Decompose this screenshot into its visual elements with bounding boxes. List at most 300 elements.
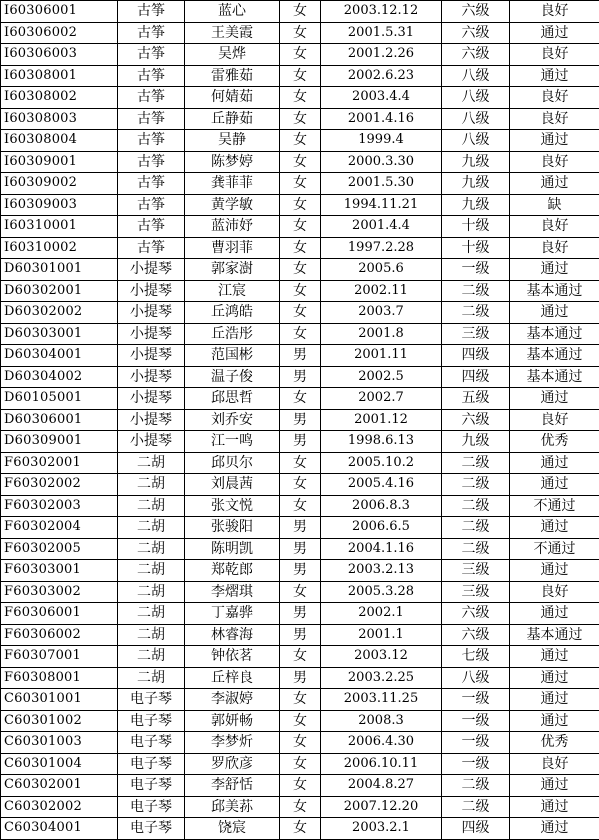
- exam-id-cell: F60308001: [1, 667, 118, 689]
- result-cell: 通过: [510, 818, 599, 840]
- birth-date-cell: 2006.10.11: [321, 753, 442, 775]
- instrument-cell: 电子琴: [118, 710, 185, 732]
- gender-cell: 女: [280, 1, 321, 23]
- grade-level-cell: 八级: [442, 108, 510, 130]
- table-row: [1, 1, 599, 23]
- birth-date-cell: 2008.3: [321, 710, 442, 732]
- name-cell: 吴烨: [185, 44, 280, 66]
- grade-level-cell: 十级: [442, 237, 510, 259]
- name-cell: 丘鸿皓: [185, 302, 280, 324]
- grade-level-cell: 二级: [442, 280, 510, 302]
- result-cell: 良好: [510, 409, 599, 431]
- table-row: [1, 818, 599, 840]
- gender-cell: 女: [280, 216, 321, 238]
- exam-id-cell: C60301002: [1, 710, 118, 732]
- birth-date-cell: 2002.1: [321, 603, 442, 625]
- name-cell: 龚菲菲: [185, 173, 280, 195]
- instrument-cell: 古筝: [118, 108, 185, 130]
- gender-cell: 男: [280, 431, 321, 453]
- birth-date-cell: 2001.5.30: [321, 173, 442, 195]
- result-cell: 基本通过: [510, 345, 599, 367]
- table-row: [1, 667, 599, 689]
- grade-level-cell: 七级: [442, 646, 510, 668]
- name-cell: 范国彬: [185, 345, 280, 367]
- table-row: [1, 65, 599, 87]
- birth-date-cell: 2005.6: [321, 259, 442, 281]
- instrument-cell: 古筝: [118, 87, 185, 109]
- table-row: [1, 538, 599, 560]
- result-cell: 不通过: [510, 495, 599, 517]
- gender-cell: 女: [280, 775, 321, 797]
- grade-level-cell: 二级: [442, 302, 510, 324]
- instrument-cell: 古筝: [118, 173, 185, 195]
- table-row: [1, 775, 599, 797]
- gender-cell: 女: [280, 44, 321, 66]
- name-cell: 邱思哲: [185, 388, 280, 410]
- birth-date-cell: 2002.7: [321, 388, 442, 410]
- instrument-cell: 古筝: [118, 216, 185, 238]
- grade-level-cell: 三级: [442, 581, 510, 603]
- name-cell: 何婧茹: [185, 87, 280, 109]
- name-cell: 丘静茹: [185, 108, 280, 130]
- result-cell: 缺: [510, 194, 599, 216]
- birth-date-cell: 2001.5.31: [321, 22, 442, 44]
- instrument-cell: 古筝: [118, 1, 185, 23]
- exam-id-cell: D60304001: [1, 345, 118, 367]
- grade-level-cell: 三级: [442, 323, 510, 345]
- birth-date-cell: 2005.4.16: [321, 474, 442, 496]
- instrument-cell: 电子琴: [118, 818, 185, 840]
- instrument-cell: 古筝: [118, 130, 185, 152]
- gender-cell: 女: [280, 302, 321, 324]
- gender-cell: 女: [280, 796, 321, 818]
- exam-id-cell: F60302004: [1, 517, 118, 539]
- grade-level-cell: 六级: [442, 44, 510, 66]
- result-cell: 通过: [510, 517, 599, 539]
- table-row: [1, 366, 599, 388]
- table-row: [1, 495, 599, 517]
- gender-cell: 女: [280, 581, 321, 603]
- grade-level-cell: 一级: [442, 732, 510, 754]
- gender-cell: 女: [280, 689, 321, 711]
- name-cell: 丘浩彤: [185, 323, 280, 345]
- table-row: [1, 194, 599, 216]
- result-cell: 通过: [510, 302, 599, 324]
- table-row: [1, 22, 599, 44]
- gender-cell: 女: [280, 495, 321, 517]
- result-cell: 良好: [510, 237, 599, 259]
- result-cell: 良好: [510, 44, 599, 66]
- grade-level-cell: 六级: [442, 22, 510, 44]
- gender-cell: 女: [280, 87, 321, 109]
- name-cell: 钟依茗: [185, 646, 280, 668]
- instrument-cell: 小提琴: [118, 323, 185, 345]
- name-cell: 丘梓良: [185, 667, 280, 689]
- grade-level-cell: 一级: [442, 689, 510, 711]
- birth-date-cell: 2001.4.16: [321, 108, 442, 130]
- result-cell: 优秀: [510, 431, 599, 453]
- result-cell: 基本通过: [510, 366, 599, 388]
- table-row: [1, 259, 599, 281]
- exam-id-cell: D60303001: [1, 323, 118, 345]
- result-cell: 良好: [510, 216, 599, 238]
- exam-id-cell: D60304002: [1, 366, 118, 388]
- result-cell: 通过: [510, 646, 599, 668]
- table-row: [1, 237, 599, 259]
- table-row: [1, 796, 599, 818]
- name-cell: 李淑婷: [185, 689, 280, 711]
- birth-date-cell: 2005.10.2: [321, 452, 442, 474]
- result-cell: 通过: [510, 667, 599, 689]
- exam-id-cell: I60309002: [1, 173, 118, 195]
- instrument-cell: 小提琴: [118, 259, 185, 281]
- gender-cell: 女: [280, 474, 321, 496]
- exam-id-cell: C60302002: [1, 796, 118, 818]
- birth-date-cell: 2003.2.25: [321, 667, 442, 689]
- table-row: [1, 388, 599, 410]
- table-row: [1, 474, 599, 496]
- gender-cell: 女: [280, 818, 321, 840]
- exam-id-cell: I60306001: [1, 1, 118, 23]
- birth-date-cell: 2000.3.30: [321, 151, 442, 173]
- instrument-cell: 古筝: [118, 44, 185, 66]
- exam-id-cell: I60309001: [1, 151, 118, 173]
- instrument-cell: 电子琴: [118, 796, 185, 818]
- exam-id-cell: I60308002: [1, 87, 118, 109]
- exam-id-cell: C60304001: [1, 818, 118, 840]
- exam-id-cell: F60302003: [1, 495, 118, 517]
- exam-id-cell: C60301001: [1, 689, 118, 711]
- name-cell: 江一鸣: [185, 431, 280, 453]
- exam-id-cell: D60302002: [1, 302, 118, 324]
- exam-id-cell: F60306002: [1, 624, 118, 646]
- name-cell: 张文悦: [185, 495, 280, 517]
- grade-level-cell: 八级: [442, 667, 510, 689]
- birth-date-cell: 2004.1.16: [321, 538, 442, 560]
- result-cell: 基本通过: [510, 624, 599, 646]
- name-cell: 邱美荪: [185, 796, 280, 818]
- birth-date-cell: 2001.12: [321, 409, 442, 431]
- result-cell: 良好: [510, 753, 599, 775]
- result-cell: 通过: [510, 388, 599, 410]
- result-cell: 基本通过: [510, 323, 599, 345]
- table-row: [1, 517, 599, 539]
- grade-level-cell: 六级: [442, 603, 510, 625]
- exam-id-cell: F60302002: [1, 474, 118, 496]
- grade-level-cell: 一级: [442, 710, 510, 732]
- result-cell: 通过: [510, 560, 599, 582]
- exam-id-cell: F60303001: [1, 560, 118, 582]
- result-cell: 通过: [510, 474, 599, 496]
- table-row: [1, 280, 599, 302]
- name-cell: 刘晨茜: [185, 474, 280, 496]
- result-cell: 通过: [510, 130, 599, 152]
- grade-level-cell: 四级: [442, 818, 510, 840]
- exam-id-cell: F60302001: [1, 452, 118, 474]
- table-row: [1, 431, 599, 453]
- result-cell: 通过: [510, 775, 599, 797]
- gender-cell: 男: [280, 409, 321, 431]
- birth-date-cell: 1998.6.13: [321, 431, 442, 453]
- instrument-cell: 二胡: [118, 560, 185, 582]
- birth-date-cell: 2003.12.12: [321, 1, 442, 23]
- grade-level-cell: 二级: [442, 775, 510, 797]
- gender-cell: 男: [280, 366, 321, 388]
- exam-id-cell: I60306003: [1, 44, 118, 66]
- gender-cell: 女: [280, 194, 321, 216]
- table-row: [1, 753, 599, 775]
- grade-level-cell: 六级: [442, 1, 510, 23]
- instrument-cell: 古筝: [118, 65, 185, 87]
- instrument-cell: 二胡: [118, 581, 185, 603]
- birth-date-cell: 2006.4.30: [321, 732, 442, 754]
- table-row: [1, 409, 599, 431]
- instrument-cell: 古筝: [118, 151, 185, 173]
- exam-id-cell: D60309001: [1, 431, 118, 453]
- gender-cell: 女: [280, 22, 321, 44]
- result-cell: 通过: [510, 173, 599, 195]
- exam-id-cell: F60307001: [1, 646, 118, 668]
- grade-level-cell: 四级: [442, 345, 510, 367]
- grade-level-cell: 九级: [442, 173, 510, 195]
- gender-cell: 男: [280, 603, 321, 625]
- table-row: [1, 130, 599, 152]
- birth-date-cell: 2006.6.5: [321, 517, 442, 539]
- name-cell: 雷雅茹: [185, 65, 280, 87]
- name-cell: 邱贝尔: [185, 452, 280, 474]
- result-cell: 良好: [510, 1, 599, 23]
- grade-level-cell: 二级: [442, 452, 510, 474]
- table-row: [1, 732, 599, 754]
- result-cell: 通过: [510, 710, 599, 732]
- table-row: [1, 302, 599, 324]
- birth-date-cell: 2003.11.25: [321, 689, 442, 711]
- name-cell: 李梦炘: [185, 732, 280, 754]
- gender-cell: 女: [280, 108, 321, 130]
- table-row: [1, 323, 599, 345]
- gender-cell: 男: [280, 560, 321, 582]
- result-cell: 基本通过: [510, 280, 599, 302]
- result-cell: 通过: [510, 796, 599, 818]
- gender-cell: 女: [280, 130, 321, 152]
- birth-date-cell: 2003.7: [321, 302, 442, 324]
- gender-cell: 女: [280, 237, 321, 259]
- table-row: [1, 216, 599, 238]
- name-cell: 罗欣彦: [185, 753, 280, 775]
- name-cell: 饶宸: [185, 818, 280, 840]
- gender-cell: 男: [280, 667, 321, 689]
- exam-id-cell: D60105001: [1, 388, 118, 410]
- birth-date-cell: 2003.2.1: [321, 818, 442, 840]
- table-row: [1, 624, 599, 646]
- birth-date-cell: 2001.2.26: [321, 44, 442, 66]
- exam-id-cell: D60301001: [1, 259, 118, 281]
- table-row: [1, 560, 599, 582]
- grade-level-cell: 九级: [442, 431, 510, 453]
- name-cell: 江宸: [185, 280, 280, 302]
- instrument-cell: 二胡: [118, 495, 185, 517]
- table-row: [1, 108, 599, 130]
- table-body: [1, 1, 599, 840]
- name-cell: 蓝心: [185, 1, 280, 23]
- name-cell: 黄学敏: [185, 194, 280, 216]
- name-cell: 陈明凯: [185, 538, 280, 560]
- instrument-cell: 二胡: [118, 603, 185, 625]
- instrument-cell: 古筝: [118, 237, 185, 259]
- grade-level-cell: 六级: [442, 409, 510, 431]
- result-cell: 通过: [510, 452, 599, 474]
- grade-level-cell: 二级: [442, 517, 510, 539]
- gender-cell: 女: [280, 753, 321, 775]
- result-cell: 通过: [510, 689, 599, 711]
- grade-level-cell: 一级: [442, 753, 510, 775]
- name-cell: 郑乾郎: [185, 560, 280, 582]
- exam-id-cell: I60309003: [1, 194, 118, 216]
- name-cell: 郭妍畅: [185, 710, 280, 732]
- name-cell: 张骏阳: [185, 517, 280, 539]
- birth-date-cell: 2006.8.3: [321, 495, 442, 517]
- instrument-cell: 二胡: [118, 474, 185, 496]
- name-cell: 郭家澍: [185, 259, 280, 281]
- table-row: [1, 87, 599, 109]
- gender-cell: 男: [280, 624, 321, 646]
- name-cell: 温子俊: [185, 366, 280, 388]
- gender-cell: 女: [280, 388, 321, 410]
- exam-id-cell: I60306002: [1, 22, 118, 44]
- birth-date-cell: 2004.8.27: [321, 775, 442, 797]
- table-row: [1, 581, 599, 603]
- gender-cell: 女: [280, 710, 321, 732]
- name-cell: 蓝沛妤: [185, 216, 280, 238]
- name-cell: 丁嘉骅: [185, 603, 280, 625]
- exam-id-cell: D60302001: [1, 280, 118, 302]
- instrument-cell: 小提琴: [118, 431, 185, 453]
- exam-id-cell: I60310002: [1, 237, 118, 259]
- gender-cell: 女: [280, 151, 321, 173]
- birth-date-cell: 2003.12: [321, 646, 442, 668]
- exam-id-cell: F60302005: [1, 538, 118, 560]
- instrument-cell: 二胡: [118, 624, 185, 646]
- result-cell: 良好: [510, 581, 599, 603]
- grade-level-cell: 一级: [442, 259, 510, 281]
- birth-date-cell: 2007.12.20: [321, 796, 442, 818]
- grade-level-cell: 四级: [442, 366, 510, 388]
- birth-date-cell: 2002.5: [321, 366, 442, 388]
- table-row: [1, 689, 599, 711]
- exam-id-cell: C60302001: [1, 775, 118, 797]
- instrument-cell: 小提琴: [118, 302, 185, 324]
- gender-cell: 女: [280, 646, 321, 668]
- gender-cell: 女: [280, 323, 321, 345]
- gender-cell: 女: [280, 280, 321, 302]
- instrument-cell: 电子琴: [118, 775, 185, 797]
- table-row: [1, 710, 599, 732]
- gender-cell: 女: [280, 173, 321, 195]
- name-cell: 陈梦婷: [185, 151, 280, 173]
- instrument-cell: 小提琴: [118, 345, 185, 367]
- birth-date-cell: 2003.4.4: [321, 87, 442, 109]
- table-row: [1, 603, 599, 625]
- table-row: [1, 646, 599, 668]
- birth-date-cell: 2001.1: [321, 624, 442, 646]
- instrument-cell: 电子琴: [118, 732, 185, 754]
- birth-date-cell: 1999.4: [321, 130, 442, 152]
- table-row: [1, 452, 599, 474]
- gender-cell: 男: [280, 345, 321, 367]
- name-cell: 刘乔安: [185, 409, 280, 431]
- gender-cell: 女: [280, 452, 321, 474]
- table-row: [1, 173, 599, 195]
- instrument-cell: 小提琴: [118, 366, 185, 388]
- result-cell: 通过: [510, 22, 599, 44]
- result-cell: 良好: [510, 108, 599, 130]
- result-cell: 优秀: [510, 732, 599, 754]
- instrument-cell: 古筝: [118, 194, 185, 216]
- exam-id-cell: I60308001: [1, 65, 118, 87]
- gender-cell: 女: [280, 65, 321, 87]
- exam-id-cell: C60301003: [1, 732, 118, 754]
- grade-level-cell: 八级: [442, 130, 510, 152]
- instrument-cell: 二胡: [118, 452, 185, 474]
- result-cell: 通过: [510, 65, 599, 87]
- exam-id-cell: D60306001: [1, 409, 118, 431]
- instrument-cell: 小提琴: [118, 409, 185, 431]
- exam-id-cell: F60303002: [1, 581, 118, 603]
- exam-id-cell: I60310001: [1, 216, 118, 238]
- gender-cell: 男: [280, 517, 321, 539]
- grade-level-cell: 二级: [442, 538, 510, 560]
- gender-cell: 女: [280, 259, 321, 281]
- instrument-cell: 电子琴: [118, 689, 185, 711]
- exam-id-cell: F60306001: [1, 603, 118, 625]
- exam-id-cell: C60301004: [1, 753, 118, 775]
- gender-cell: 女: [280, 732, 321, 754]
- birth-date-cell: 2001.11: [321, 345, 442, 367]
- result-cell: 良好: [510, 87, 599, 109]
- name-cell: 李舒恬: [185, 775, 280, 797]
- instrument-cell: 电子琴: [118, 753, 185, 775]
- name-cell: 吴静: [185, 130, 280, 152]
- result-cell: 良好: [510, 151, 599, 173]
- name-cell: 曹羽菲: [185, 237, 280, 259]
- result-cell: 通过: [510, 603, 599, 625]
- grade-level-cell: 二级: [442, 495, 510, 517]
- table-row: [1, 151, 599, 173]
- birth-date-cell: 1997.2.28: [321, 237, 442, 259]
- grade-level-cell: 三级: [442, 560, 510, 582]
- birth-date-cell: 2001.4.4: [321, 216, 442, 238]
- table-row: [1, 345, 599, 367]
- result-cell: 不通过: [510, 538, 599, 560]
- birth-date-cell: 1994.11.21: [321, 194, 442, 216]
- grade-level-cell: 六级: [442, 624, 510, 646]
- birth-date-cell: 2005.3.28: [321, 581, 442, 603]
- exam-id-cell: I60308003: [1, 108, 118, 130]
- birth-date-cell: 2002.11: [321, 280, 442, 302]
- grade-level-cell: 九级: [442, 194, 510, 216]
- result-cell: 通过: [510, 259, 599, 281]
- instrument-cell: 二胡: [118, 667, 185, 689]
- grade-level-cell: 八级: [442, 65, 510, 87]
- instrument-cell: 二胡: [118, 517, 185, 539]
- exam-id-cell: I60308004: [1, 130, 118, 152]
- grade-level-cell: 十级: [442, 216, 510, 238]
- birth-date-cell: 2002.6.23: [321, 65, 442, 87]
- instrument-cell: 古筝: [118, 22, 185, 44]
- grade-level-cell: 九级: [442, 151, 510, 173]
- instrument-cell: 小提琴: [118, 280, 185, 302]
- instrument-cell: 二胡: [118, 538, 185, 560]
